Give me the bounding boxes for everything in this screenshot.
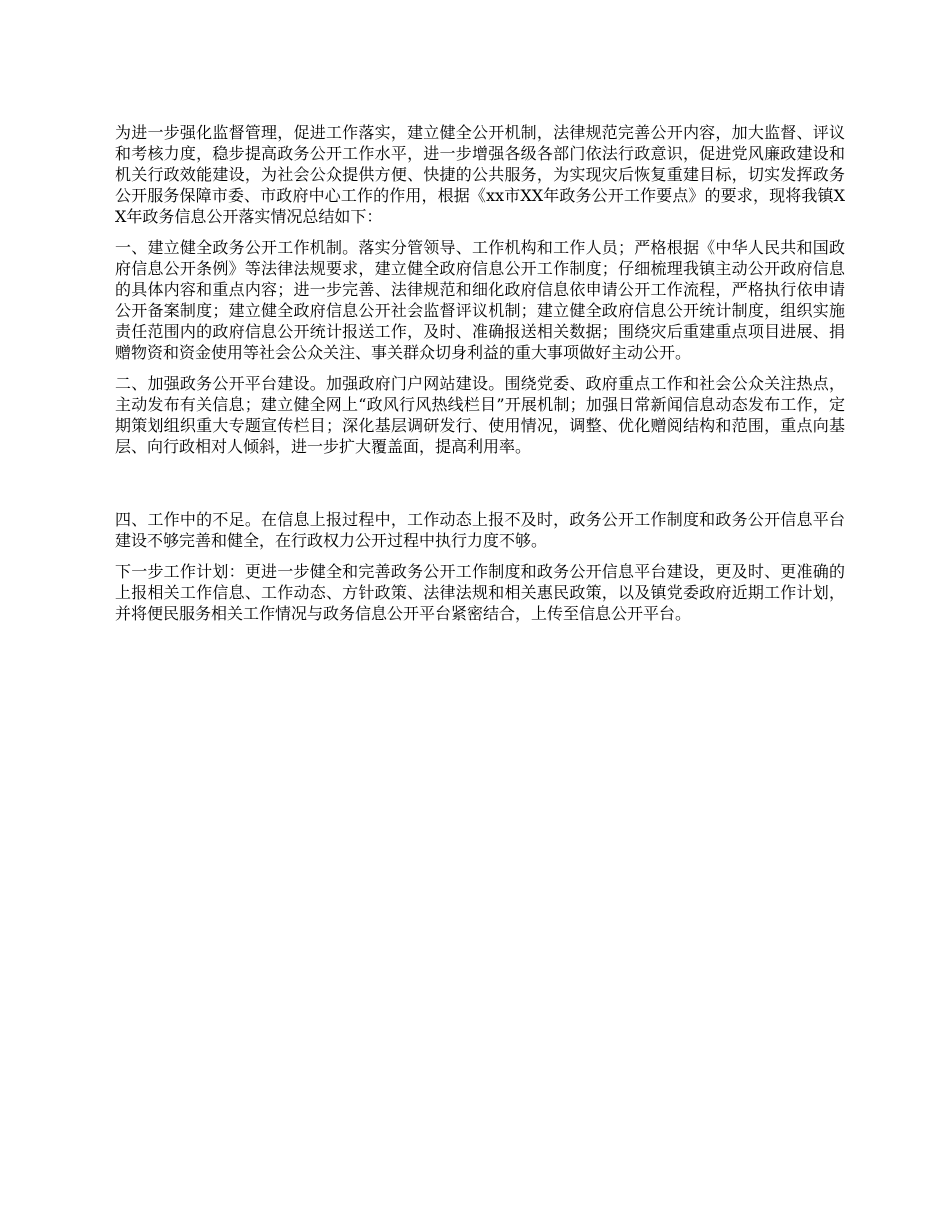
paragraph-next-steps: 下一步工作计划：更进一步健全和完善政务公开工作制度和政务公开信息平台建设，更及时、更准确的上报相关工作信息、工作动态、方针政策、法律法规和相关惠民政策，以及镇党委政府近期工作计划，并将便民服务相关工作情况与政务信息公开平台紧密结合，上传至信息公开平台。 bbox=[115, 562, 845, 623]
paragraph-intro: 为进一步强化监督管理，促进工作落实，建立健全公开机制，法律规范完善公开内容，加大监督、评议和考核力度，稳步提高政务公开工作水平，进一步增强各级各部门依法行政意识，促进党风廉政建设和机关行政效能建设，为社会公众提供方便、快捷的公共服务，为实现灾后恢复重建目标，切实发挥政务公开服务保障市委、市政府中心工作的作用，根据《xx市XX年政务公开工作要点》的要求，现将我镇XX年政务信息公开落实情况总结如下： bbox=[115, 123, 845, 226]
paragraph-section-1: 一、建立健全政务公开工作机制。落实分管领导、工作机构和工作人员；严格根据《中华人民共和国政府信息公开条例》等法律法规要求，建立健全政府信息公开工作制度；仔细梳理我镇主动公开政府信息的具体内容和重点内容；进一步完善、法律规范和细化政府信息依申请公开工作流程，严格执行依申请公开备案制度；建立健全政府信息公开社会监督评议机制；建立健全政府信息公开统计制度，组织实施责任范围内的政府信息公开统计报送工作，及时、准确报送相关数据；围绕灾后重建重点项目进展、捐赠物资和资金使用等社会公众关注、事关群众切身利益的重大事项做好主动公开。 bbox=[115, 238, 845, 362]
paragraph-section-2: 二、加强政务公开平台建设。加强政府门户网站建设。围绕党委、政府重点工作和社会公众关注热点，主动发布有关信息；建立健全网上“政风行风热线栏目”开展机制；加强日常新闻信息动态发布工作，定期策划组织重大专题宣传栏目；深化基层调研发行、使用情况，调整、优化赠阅结构和范围，重点向基层、向行政相对人倾斜，进一步扩大覆盖面，提高利用率。 bbox=[115, 374, 845, 456]
paragraph-gap bbox=[115, 467, 845, 509]
paragraph-section-4: 四、工作中的不足。在信息上报过程中，工作动态上报不及时，政务公开工作制度和政务公开信息平台建设不够完善和健全，在行政权力公开过程中执行力度不够。 bbox=[115, 510, 845, 550]
document-body bbox=[115, 122, 845, 634]
